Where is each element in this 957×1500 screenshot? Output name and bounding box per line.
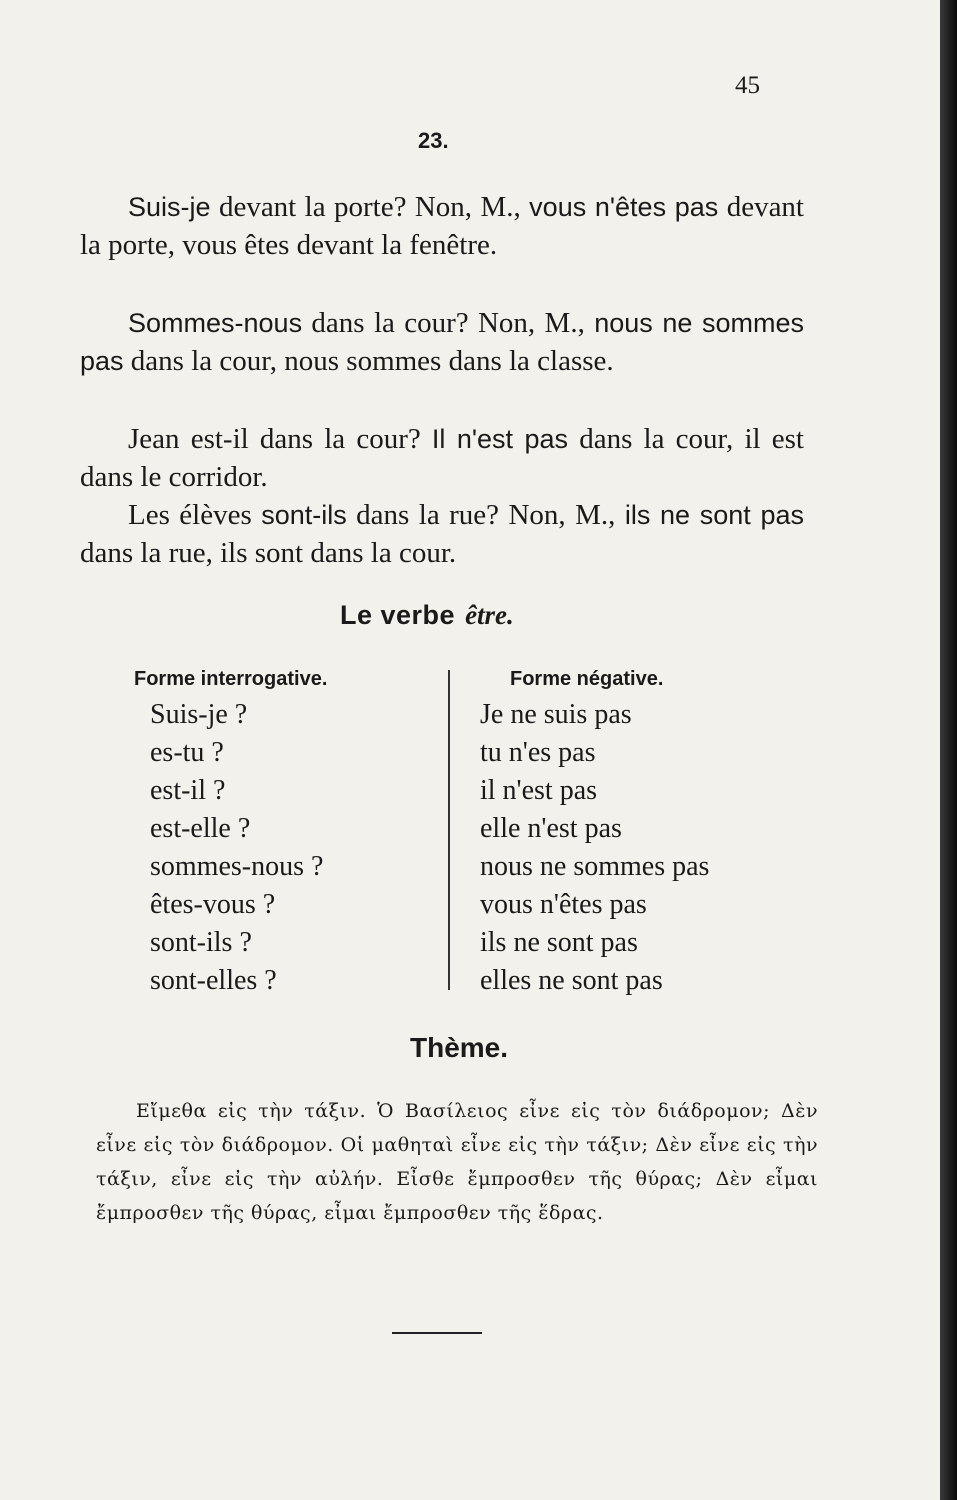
theme-title: Thème.	[410, 1032, 509, 1063]
paragraph-1	[80, 188, 804, 264]
body-text: dans la rue? Non, M.,	[346, 499, 625, 531]
list-item: ils ne sont pas	[480, 927, 638, 958]
emphasized-text: Sommes-nous	[128, 308, 303, 338]
interrogative-list	[150, 696, 323, 1000]
column-divider	[448, 670, 450, 990]
list-item: es-tu ?	[150, 737, 224, 768]
list-item: Je ne suis pas	[480, 699, 632, 730]
paragraph-3	[80, 420, 804, 496]
emphasized-text: vous n'êtes pas	[529, 192, 719, 222]
grammar-title-main: Le verbe	[340, 600, 456, 630]
list-item: il n'est pas	[480, 775, 598, 806]
emphasized-text: Suis-je	[128, 192, 211, 222]
list-item: êtes-vous ?	[150, 889, 276, 920]
list-item: tu n'es pas	[480, 737, 596, 768]
body-text: dans la cour, nous sommes dans la classe.	[123, 345, 614, 377]
emphasized-text: sont-ils	[261, 500, 347, 530]
page-number: 45	[735, 72, 760, 99]
paragraph-text	[80, 307, 804, 377]
end-rule	[392, 1332, 482, 1334]
page-edge	[940, 0, 957, 1500]
negative-list	[480, 696, 709, 1000]
list-item: elle n'est pas	[480, 813, 622, 844]
paragraph-text	[80, 191, 804, 261]
body-text: dans la cour, il est dans le corridor.	[80, 423, 804, 493]
interrogative-heading: Forme interrogative.	[134, 668, 328, 690]
emphasized-text: ils ne sont pas	[624, 500, 804, 530]
list-item: elles ne sont pas	[480, 965, 663, 996]
body-text: devant la porte? Non, M.,	[210, 191, 530, 223]
list-item: est-il ?	[150, 775, 226, 806]
section-number: 23.	[418, 128, 449, 153]
emphasized-text: Il n'est pas	[431, 424, 569, 454]
list-item: sont-ils ?	[150, 927, 252, 958]
body-text: Les élèves	[128, 499, 262, 531]
body-text: devant la porte, vous êtes devant la fenêtre.	[80, 191, 804, 261]
list-item: est-elle ?	[150, 813, 251, 844]
theme-text	[96, 1094, 818, 1230]
body-text: dans la cour? Non, M.,	[302, 307, 595, 339]
list-item: nous ne sommes pas	[480, 851, 710, 882]
paragraph-text	[80, 423, 804, 493]
body-text: Jean est-il dans la cour?	[128, 423, 432, 455]
emphasized-text: nous ne sommes pas	[80, 308, 804, 376]
theme-body: Εἴμεθα εἰς τὴν τάξιν. Ὁ Βασίλειος εἶνε εἰς τὸν διάδρομον; Δὲν εἶνε εἰς τὸν διάδρομον. Οἱ μαθηταὶ εἶνε εἰς τὴν τάξιν; Δὲν εἶνε εἰς τὴν τάξιν, εἶνε εἰς τὴν αὐλήν. Εἶσθε ἔμπροσθεν τῆς θύρας; Δὲν εἶμαι ἔμπροσθεν τῆς θύρας, εἶμαι ἔμπροσθεν τῆς ἕδρας.	[96, 1100, 818, 1224]
grammar-title	[340, 600, 514, 631]
list-item: Suis-je ?	[150, 699, 248, 730]
negative-heading: Forme négative.	[510, 668, 664, 690]
paragraph-4	[80, 496, 804, 572]
grammar-title-verb: être.	[465, 600, 514, 630]
paragraph-text	[80, 499, 804, 569]
body-text: dans la rue, ils sont dans la cour.	[80, 537, 457, 569]
list-item: vous n'êtes pas	[480, 889, 647, 920]
paragraph-2	[80, 304, 804, 380]
list-item: sont-elles ?	[150, 965, 277, 996]
list-item: sommes-nous ?	[150, 851, 324, 882]
